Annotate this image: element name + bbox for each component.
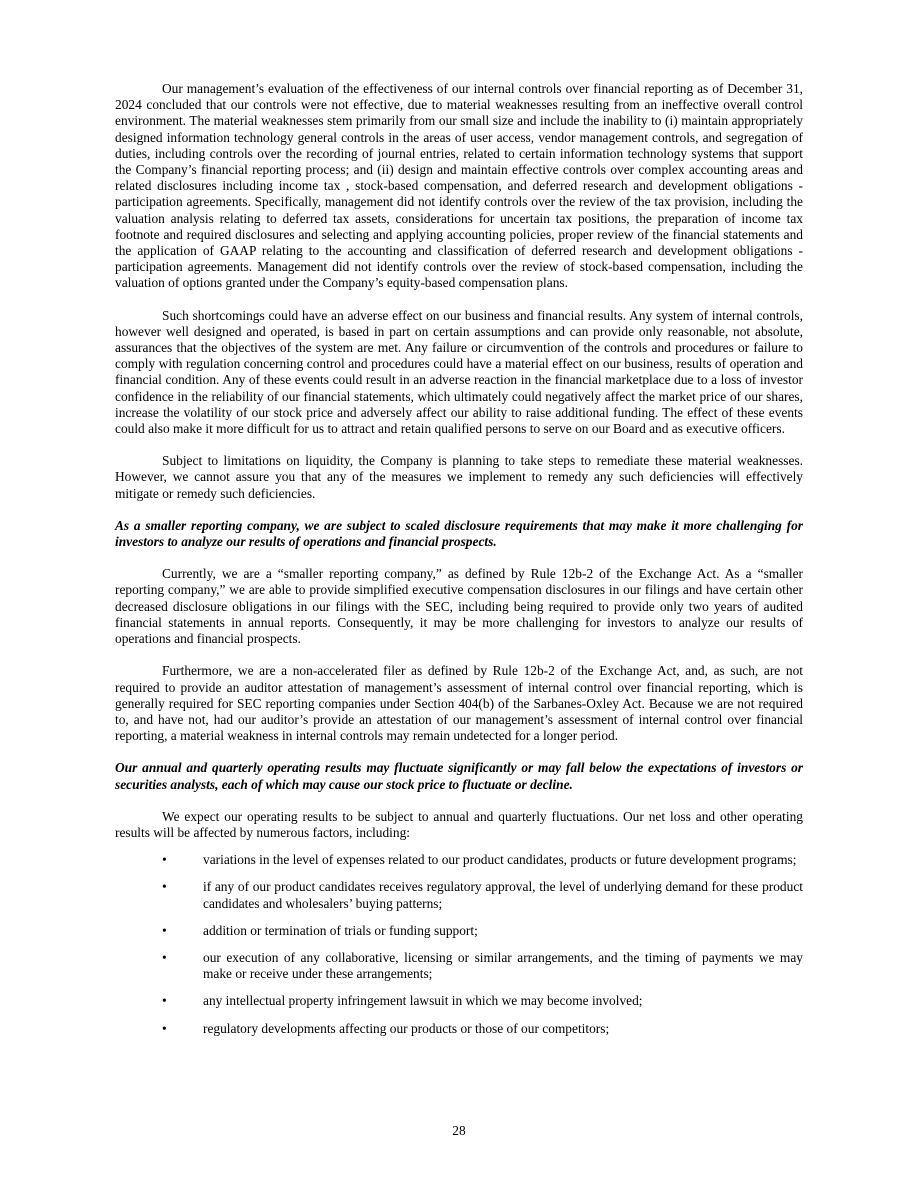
paragraph-remediation: Subject to limitations on liquidity, the Company is planning to take steps to remediate these material weaknesses. However, we cannot assure you that any of the measures we implement to remedy any such deficiencies will effectively mitigate or remedy such deficiencies. <box>115 453 803 501</box>
paragraph-smaller-reporting-company: Currently, we are a “smaller reporting company,” as defined by Rule 12b-2 of the Exchange Act. As a “smaller reporting company,” we are able to provide simplified executive compensation disclosures in our filings and have certain other decreased disclosure obligations in our filings with the SEC, including being required to provide only two years of audited financial statements in annual reports. Consequently, it may be more challenging for investors to analyze our results of operations and financial prospects. <box>115 566 803 647</box>
page-number: 28 <box>452 1123 466 1138</box>
list-item-text: any intellectual property infringement lawsuit in which we may become involved; <box>203 993 643 1009</box>
factors-list <box>115 852 803 1037</box>
bullet-icon: • <box>162 1020 167 1036</box>
document-page <box>115 81 803 1048</box>
bullet-icon: • <box>162 852 167 868</box>
list-item <box>115 950 803 982</box>
list-item-text: our execution of any collaborative, licensing or similar arrangements, and the timing of payments we may make or receive under these arrangements; <box>203 949 803 982</box>
bullet-icon: • <box>162 879 167 895</box>
list-item-text: variations in the level of expenses related to our product candidates, products or future development programs; <box>203 852 797 868</box>
paragraph-adverse-effects: Such shortcomings could have an adverse effect on our business and financial results. Any system of internal controls, however well designed and operated, is based in part on certain assumptions and can provide only reasonable, not absolute, assurances that the objectives of the system are met. Any failure or circumvention of the controls and procedures or failure to comply with regulation concerning control and procedures could have a material effect on our business, results of operation and financial condition. Any of these events could result in an adverse reaction in the financial marketplace due to a loss of investor confidence in the reliability of our financial statements, which ultimately could negatively affect the market price of our shares, increase the volatility of our stock price and adversely affect our ability to raise additional funding. The effect of these events could also make it more difficult for us to attract and retain qualified persons to serve on our Board and as executive officers. <box>115 307 803 437</box>
list-item <box>115 879 803 911</box>
paragraph-fluctuations-intro: We expect our operating results to be subject to annual and quarterly fluctuations. Our net loss and other operating results will be affected by numerous factors, including: <box>115 808 803 840</box>
risk-factor-heading-smaller-reporting: As a smaller reporting company, we are subject to scaled disclosure requirements that may make it more challenging for investors to analyze our results of operations and financial prospects. <box>115 517 803 550</box>
risk-factor-heading-operating-results: Our annual and quarterly operating results may fluctuate significantly or may fall below the expectations of investors or securities analysts, each of which may cause our stock price to fluctuate or decline. <box>115 760 803 792</box>
list-item <box>115 1021 803 1037</box>
list-item-text: regulatory developments affecting our products or those of our competitors; <box>203 1020 610 1036</box>
paragraph-internal-controls-evaluation: Our management’s evaluation of the effectiveness of our internal controls over financial reporting as of December 31, 2024 concluded that our controls were not effective, due to material weaknesses resulting from an ineffective overall control environment. The material weaknesses stem primarily from our small size and include the inability to (i) maintain appropriately designed information technology general controls in the areas of user access, vendor management controls, and segregation of duties, including controls over the recording of journal entries, related to certain information technology systems that support the Company’s financial reporting process; and (ii) design and maintain effective controls over complex accounting areas and related disclosures including income tax , stock-based compensation, and deferred research and development obligations - participation agreements. Specifically, management did not identify controls over the review of the tax provision, including the valuation analysis relating to deferred tax assets, considerations for uncertain tax positions, the preparation of income tax footnote and required disclosures and selecting and applying accounting policies, proper review of the financial statements and the application of GAAP relating to the accounting and classification of deferred research and development obligations - participation agreements. Management did not identify controls over the review of stock-based compensation, including the valuation of options granted under the Company’s equity-based compensation plans. <box>115 81 803 291</box>
list-item-text: if any of our product candidates receives regulatory approval, the level of underlying demand for these product candidates and wholesalers’ buying patterns; <box>203 879 803 911</box>
paragraph-non-accelerated-filer: Furthermore, we are a non-accelerated filer as defined by Rule 12b-2 of the Exchange Act, and, as such, are not required to provide an auditor attestation of management’s assessment of internal control over financial reporting, which is generally required for SEC reporting companies under Section 404(b) of the Sarbanes-Oxley Act. Because we are not required to, and have not, had our auditor’s provide an attestation of our management’s assessment of internal control over financial reporting, a material weakness in internal controls may remain undetected for a longer period. <box>115 663 803 744</box>
bullet-icon: • <box>162 993 167 1009</box>
list-item <box>115 923 803 939</box>
list-item <box>115 852 803 868</box>
bullet-icon: • <box>162 949 167 965</box>
list-item-text: addition or termination of trials or funding support; <box>203 922 478 938</box>
list-item <box>115 993 803 1009</box>
bullet-icon: • <box>162 922 167 938</box>
